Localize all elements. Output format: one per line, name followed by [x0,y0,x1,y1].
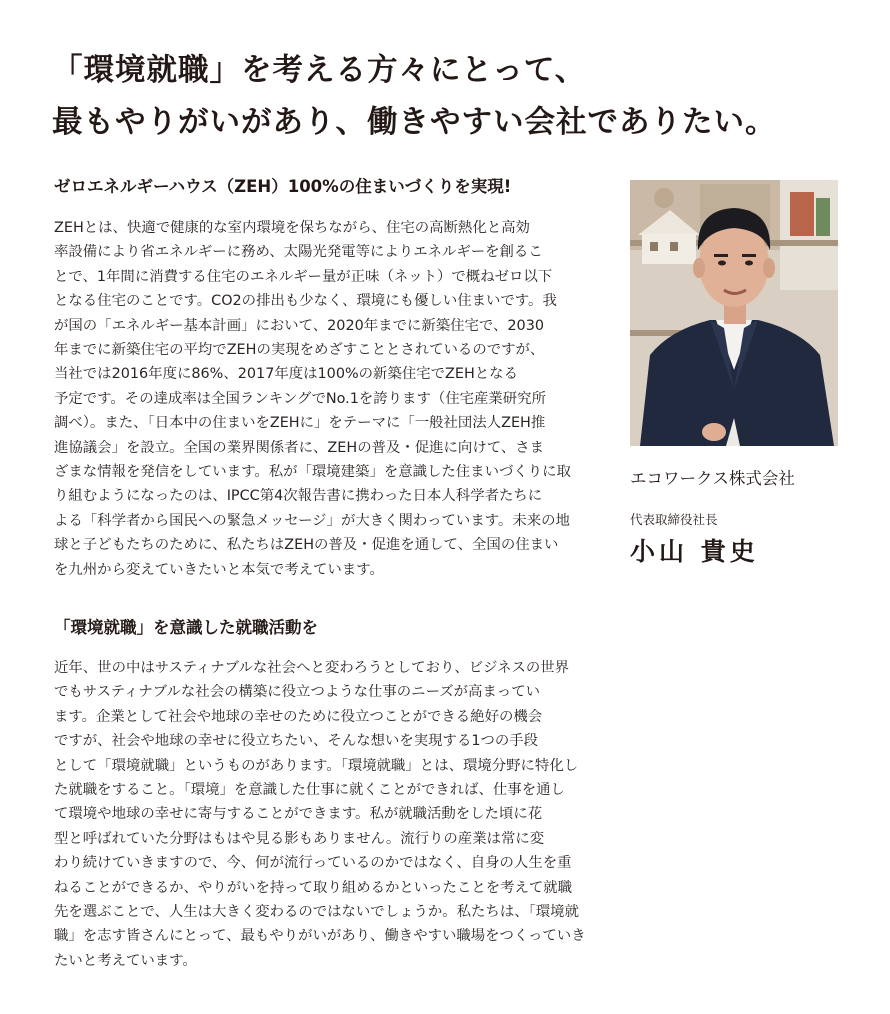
job-hunting-section-title: 「環境就職」を意識した就職活動を [54,618,318,637]
company-name: エコワークス株式会社 [630,469,795,488]
paragraph-line: 年までに新築住宅の平均でZEHの実現をめざすこととされているのですが、 [54,342,545,359]
zeh-section-title: ゼロエネルギーハウス（ZEH）100%の住まいづくりを実現! [54,177,512,196]
paragraph-line: たいと考えています。 [54,952,197,969]
paragraph-line: 当社では2016年度に86%、2017年度は100%の新築住宅でZEHとなる [54,366,518,383]
paragraph-line: 近年、世の中はサスティナブルな社会へと変わろうとしており、ビジネスの世界 [54,660,570,676]
ceo-name: 小山 貴史 [630,537,759,566]
paragraph-line: として「環境就職」というものがあります。「環境就職」とは、環境分野に特化し [54,757,579,774]
paragraph-line: 職」を志す皆さんにとって、最もやりがいがあり、働きやすい職場をつくっていき [54,928,586,945]
paragraph-line: り組むようになったのは、IPCC第4次報告書に携わった日本人科学者たちに [54,488,543,505]
paragraph-line: 型と呼ばれていた分野はもはや見る影もありません。流行りの産業は常に変 [54,830,545,847]
paragraph-line: ですが、社会や地球の幸せに役立ちたい、そんな想いを実現する1つの手段 [54,733,539,750]
paragraph-line: となる住宅のことです。CO2の排出も少なく、環境にも優しい住まいです。我 [54,293,557,310]
paragraph-line: て環境や地球の幸せに寄与することができます。私が就職活動をした頃に花 [54,806,543,823]
paragraph-line: でもサスティナブルな社会の構築に役立つような仕事のニーズが高まってい [54,684,540,701]
paragraph-line: とで、1年間に消費する住宅のエネルギー量が正味（ネット）で概ねゼロ以下 [54,268,553,285]
paragraph-line: を九州から変えていきたいと本気で考えています。 [54,561,384,578]
paragraph-line: わり続けていきますので、今、何が流行っているのかではなく、自身の人生を重 [54,855,572,872]
paragraph-line: ます。企業として社会や地球の幸せのために役立つことができる絶好の機会 [54,708,543,725]
paragraph-line: 先を選ぶことで、人生は大きく変わるのではないでしょうか。私たちは、「環境就 [54,904,579,921]
headline [52,44,852,148]
job-hunting-section-body [54,656,602,973]
zeh-section-body [54,216,602,582]
ceo-portrait-photo [630,180,838,446]
headline-line-2: 最もやりがいがあり、働きやすい会社でありたい。 [52,104,777,140]
paragraph-line: ざまな情報を発信をしています。私が「環境建築」を意識した住まいづくりに取 [54,464,571,481]
headline-line-1: 「環境就職」を考える方々にとって、 [52,52,587,88]
paragraph-line: た就職をすること。「環境」を意識した仕事に就くことができれば、仕事を通し [54,782,565,799]
paragraph-line: よる「科学者から国民への緊急メッセージ」が大きく関わっています。未来の地 [54,512,570,529]
position-title: 代表取締役社長 [630,512,718,527]
paragraph-line: ねることができるか、やりがいを持って取り組めるかといったことを考えて就職 [54,879,573,896]
paragraph-line: 予定です。その達成率は全国ランキングでNo.1を誇ります（住宅産業研究所 [54,390,546,407]
paragraph-line: ZEHとは、快適で健康的な室内環境を保ちながら、住宅の高断熱化と高効 [54,220,530,236]
paragraph-line: 進協議会」を設立。全国の業界関係者に、ZEHの普及・促進に向けて、さま [54,439,544,456]
paragraph-line: が国の「エネルギー基本計画」において、2020年までに新築住宅で、2030 [54,317,545,334]
paragraph-line: 調べ）。また、「日本中の住まいをZEHに」をテーマに「一般社団法人ZEH推 [54,415,546,432]
paragraph-line: 率設備により省エネルギーに務め、太陽光発電等によりエネルギーを創るこ [54,244,543,261]
paragraph-line: 球と子どもたちのために、私たちはZEHの普及・促進を通して、全国の住まい [54,537,559,554]
